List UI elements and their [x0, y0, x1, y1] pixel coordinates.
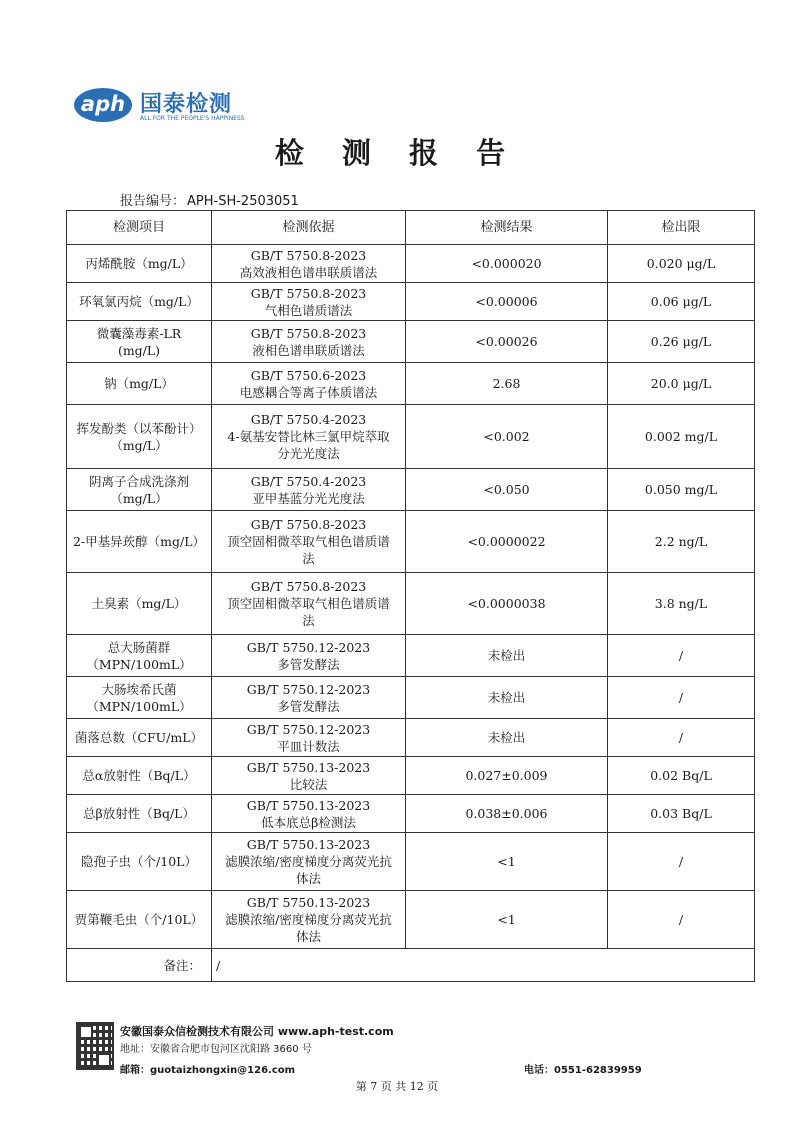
cell-item-line: 总β放射性（Bq/L）	[83, 806, 195, 821]
cell-result: 未检出	[406, 635, 608, 677]
cell-item-line: （mg/L）	[110, 437, 168, 453]
cell-basis-line: 气相色谱质谱法	[264, 302, 353, 318]
logo-slogan: ALL FOR THE PEOPLE'S HAPPINESS	[140, 115, 245, 122]
footer-company: 安徽国泰众信检测技术有限公司 www.aph-test.com	[120, 1025, 394, 1038]
cell-basis	[212, 573, 406, 635]
cell-basis	[212, 469, 406, 511]
table-body	[67, 245, 755, 949]
cell-basis-line: 平皿计数法	[277, 738, 340, 754]
cell-limit: /	[608, 635, 755, 677]
cell-item	[67, 677, 212, 719]
cell-result: <1	[406, 891, 608, 949]
table-row	[67, 321, 755, 363]
remark-label: 备注：	[67, 949, 212, 982]
cell-limit: 2.2 ng/L	[608, 511, 755, 573]
cell-basis-line: GB/T 5750.12-2023	[246, 721, 371, 737]
cell-result: <0.0000022	[406, 511, 608, 573]
cell-item-line: （MPN/100mL）	[86, 698, 192, 714]
cell-basis	[212, 245, 406, 283]
cell-basis	[212, 891, 406, 949]
cell-basis	[212, 833, 406, 891]
cell-result: <0.000020	[406, 245, 608, 283]
footer-email: 邮箱：guotaizhongxin@126.com	[120, 1065, 296, 1076]
footer-address: 地址：安徽省合肥市包河区沈阳路 3660 号	[120, 1044, 312, 1055]
table-row	[67, 719, 755, 757]
cell-basis-line: GB/T 5750.12-2023	[246, 639, 371, 655]
cell-basis	[212, 635, 406, 677]
cell-result: <0.00026	[406, 321, 608, 363]
table-row	[67, 833, 755, 891]
cell-limit: 0.02 Bq/L	[608, 757, 755, 795]
col-header-limit: 检出限	[608, 211, 755, 245]
cell-basis-line: 多管发酵法	[277, 656, 340, 672]
cell-limit: 0.03 Bq/L	[608, 795, 755, 833]
cell-limit: 20.0 μg/L	[608, 363, 755, 405]
cell-basis-line: 滤膜浓缩/密度梯度分离荧光抗	[225, 854, 392, 869]
cell-basis	[212, 677, 406, 719]
table-row	[67, 635, 755, 677]
cell-item	[67, 321, 212, 363]
table-row	[67, 405, 755, 469]
cell-item-line: 挥发酚类（以苯酚计）	[76, 420, 202, 436]
cell-limit: /	[608, 833, 755, 891]
cell-result: 0.038±0.006	[406, 795, 608, 833]
report-number	[120, 190, 299, 209]
cell-basis	[212, 321, 406, 363]
cell-basis-line: GB/T 5750.13-2023	[246, 837, 371, 852]
cell-item	[67, 757, 212, 795]
cell-basis-line: GB/T 5750.8-2023	[250, 325, 367, 341]
remark-row	[67, 949, 755, 982]
col-header-result: 检测结果	[406, 211, 608, 245]
cell-limit: /	[608, 891, 755, 949]
cell-basis-line: GB/T 5750.8-2023	[250, 579, 367, 594]
cell-basis-line: 体法	[295, 871, 321, 886]
table-header-row	[67, 211, 755, 245]
logo-name: 国泰检测	[140, 92, 233, 117]
cell-item-line: （MPN/100mL）	[86, 656, 192, 672]
cell-basis-line: 比较法	[289, 776, 328, 792]
cell-basis-line: 顶空固相微萃取气相色谱质谱	[227, 596, 390, 611]
cell-result: <1	[406, 833, 608, 891]
table-row	[67, 757, 755, 795]
cell-item	[67, 795, 212, 833]
cell-item-line: 大肠埃希氏菌	[101, 681, 177, 697]
cell-basis-line: GB/T 5750.8-2023	[250, 247, 367, 263]
cell-result: <0.00006	[406, 283, 608, 321]
table-row	[67, 677, 755, 719]
cell-limit: /	[608, 677, 755, 719]
cell-item-line: 2-甲基异莰醇（mg/L）	[72, 534, 206, 549]
cell-basis-line: 电感耦合等离子体质谱法	[239, 384, 378, 400]
cell-basis-line: 滤膜浓缩/密度梯度分离荧光抗	[225, 912, 392, 927]
cell-limit: 0.050 mg/L	[608, 469, 755, 511]
cell-item	[67, 573, 212, 635]
cell-item-line: （mg/L）	[110, 490, 168, 506]
cell-basis-line: 多管发酵法	[277, 698, 340, 714]
cell-item-line: (mg/L)	[117, 342, 161, 358]
cell-basis	[212, 363, 406, 405]
report-number-label: 报告编号：	[120, 194, 186, 209]
table-row	[67, 511, 755, 573]
cell-item	[67, 719, 212, 757]
cell-item	[67, 635, 212, 677]
cell-item-line: 总α放射性（Bq/L）	[82, 768, 196, 783]
cell-basis-line: 亚甲基蓝分光光度法	[252, 490, 365, 506]
cell-limit: 3.8 ng/L	[608, 573, 755, 635]
cell-item-line: 钠（mg/L）	[104, 376, 174, 391]
cell-basis	[212, 795, 406, 833]
table-row	[67, 573, 755, 635]
cell-basis-line: 液相色谱串联质谱法	[252, 342, 365, 358]
cell-basis-line: GB/T 5750.13-2023	[246, 797, 371, 813]
cell-basis	[212, 405, 406, 469]
table-row	[67, 795, 755, 833]
cell-item	[67, 891, 212, 949]
cell-basis-line: GB/T 5750.13-2023	[246, 895, 371, 910]
cell-result: <0.0000038	[406, 573, 608, 635]
cell-limit: 0.26 μg/L	[608, 321, 755, 363]
cell-basis-line: 体法	[295, 929, 321, 944]
cell-item-line: 土臭素（mg/L）	[91, 596, 187, 611]
cell-basis-line: GB/T 5750.13-2023	[246, 759, 371, 775]
report-number-value: APH-SH-2503051	[187, 194, 299, 209]
cell-basis	[212, 283, 406, 321]
cell-item	[67, 363, 212, 405]
cell-item-line: 隐孢子虫（个/10L）	[81, 854, 197, 869]
company-logo	[74, 86, 274, 126]
cell-limit: /	[608, 719, 755, 757]
cell-result: 0.027±0.009	[406, 757, 608, 795]
cell-item	[67, 283, 212, 321]
cell-basis-line: GB/T 5750.4-2023	[250, 473, 367, 489]
cell-basis-line: GB/T 5750.6-2023	[250, 367, 367, 383]
cell-item	[67, 833, 212, 891]
cell-basis-line: GB/T 5750.12-2023	[246, 681, 371, 697]
cell-item-line: 贾第鞭毛虫（个/10L）	[74, 912, 204, 927]
cell-result: <0.002	[406, 405, 608, 469]
cell-limit: 0.002 mg/L	[608, 405, 755, 469]
qr-code-icon	[76, 1022, 114, 1070]
cell-item	[67, 245, 212, 283]
table-row	[67, 469, 755, 511]
cell-item	[67, 469, 212, 511]
cell-item-line: 阴离子合成洗涤剂	[88, 473, 189, 489]
cell-basis-line: 顶空固相微萃取气相色谱质谱	[227, 534, 390, 549]
cell-basis-line: 4-氨基安替比林三氯甲烷萃取	[227, 429, 390, 444]
cell-basis-line: 高效液相色谱串联质谱法	[239, 264, 378, 280]
cell-item-line: 微囊藻毒素-LR	[96, 325, 182, 341]
cell-limit: 0.020 μg/L	[608, 245, 755, 283]
cell-basis-line: 分光光度法	[277, 446, 340, 461]
page-title: 检 测 报 告	[274, 136, 520, 170]
table-row	[67, 891, 755, 949]
cell-item-line: 丙烯酰胺（mg/L）	[85, 256, 193, 271]
cell-result: <0.050	[406, 469, 608, 511]
table-row	[67, 283, 755, 321]
cell-basis-line: 法	[302, 613, 315, 628]
cell-result: 2.68	[406, 363, 608, 405]
cell-item	[67, 405, 212, 469]
results-table	[66, 210, 755, 982]
cell-item	[67, 511, 212, 573]
footer-phone: 电话：0551-62839959	[524, 1065, 642, 1076]
cell-basis-line: GB/T 5750.8-2023	[250, 285, 367, 301]
cell-basis-line: GB/T 5750.8-2023	[250, 517, 367, 532]
cell-item-line: 菌落总数（CFU/mL）	[74, 730, 204, 745]
cell-basis-line: 低本底总β检测法	[261, 814, 356, 830]
cell-basis-line: GB/T 5750.4-2023	[250, 412, 367, 427]
page-number: 第 7 页 共 12 页	[355, 1080, 439, 1093]
cell-result: 未检出	[406, 677, 608, 719]
table-row	[67, 363, 755, 405]
col-header-item: 检测项目	[67, 211, 212, 245]
cell-basis	[212, 511, 406, 573]
cell-item-line: 环氧氯丙烷（mg/L）	[79, 294, 199, 309]
col-header-basis: 检测依据	[212, 211, 406, 245]
table-row	[67, 245, 755, 283]
logo-mark: aph	[74, 88, 132, 122]
remark-value: /	[212, 949, 755, 982]
cell-basis	[212, 757, 406, 795]
cell-limit: 0.06 μg/L	[608, 283, 755, 321]
cell-item-line: 总大肠菌群	[107, 639, 171, 655]
cell-result: 未检出	[406, 719, 608, 757]
cell-basis	[212, 719, 406, 757]
cell-basis-line: 法	[302, 551, 315, 566]
